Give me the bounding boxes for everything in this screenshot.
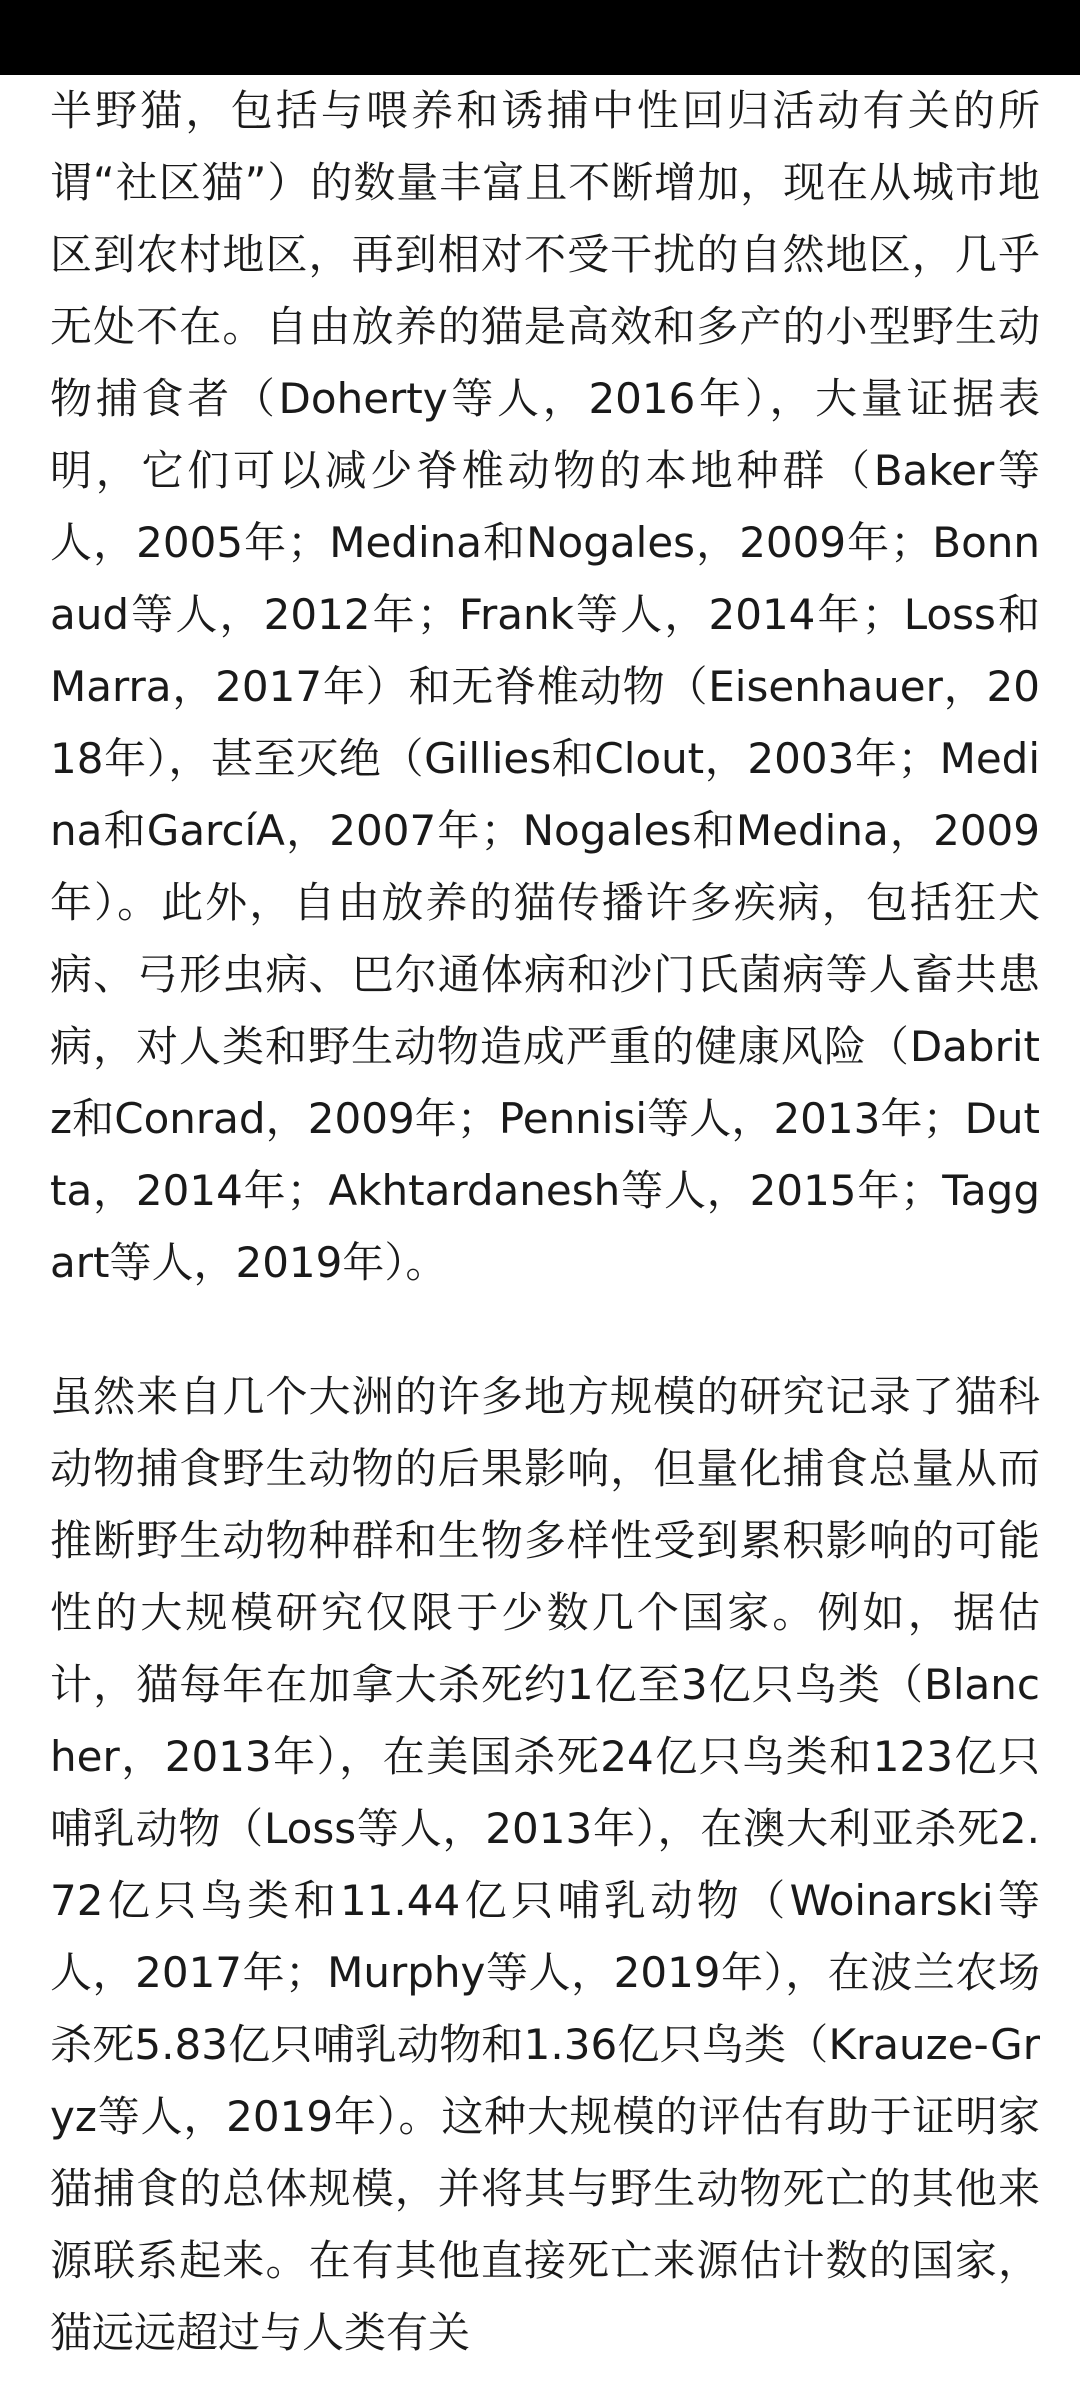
paragraph-spacer	[50, 1299, 1040, 1361]
article-body	[50, 75, 1040, 2369]
status-bar	[0, 0, 1080, 75]
paragraph-2: 虽然来自几个大洲的许多地方规模的研究记录了猫科动物捕食野生动物的后果影响，但量化捕食总量从而推断野生动物种群和生物多样性受到累积影响的可能性的大规模研究仅限于少数几个国家。例如，据估计，猫每年在加拿大杀死约1亿至3亿只鸟类（Blancher，2013年），在美国杀死24亿只鸟类和123亿只哺乳动物（Loss等人，2013年），在澳大利亚杀死2.72亿只鸟类和11.44亿只哺乳动物（Woinarski等人，2017年；Murphy等人，2019年），在波兰农场杀死5.83亿只哺乳动物和1.36亿只鸟类（Krauze-Gryz等人，2019年）。这种大规模的评估有助于证明家猫捕食的总体规模，并将其与野生动物死亡的其他来源联系起来。在有其他直接死亡来源估计数的国家，猫远远超过与人类有关	[50, 1372, 1040, 2357]
paragraph-1: 半野猫，包括与喂养和诱捕中性回归活动有关的所谓“社区猫”）的数量丰富且不断增加，现在从城市地区到农村地区，再到相对不受干扰的自然地区，几乎无处不在。自由放养的猫是高效和多产的小型野生动物捕食者（Doherty等人，2016年），大量证据表明，它们可以减少脊椎动物的本地种群（Baker等人，2005年；Medina和Nogales，2009年；Bonnaud等人，2012年；Frank等人，2014年；Loss和Marra，2017年）和无脊椎动物（Eisenhauer，2018年），甚至灭绝（Gillies和Clout，2003年；Medina和GarcíA，2007年；Nogales和Medina，2009年）。此外，自由放养的猫传播许多疾病，包括狂犬病、弓形虫病、巴尔通体病和沙门氏菌病等人畜共患病，对人类和野生动物造成严重的健康风险（Dabritz和Conrad，2009年；Pennisi等人，2013年；Dutta，2014年；Akhtardanesh等人，2015年；Taggart等人，2019年）。	[50, 86, 1040, 1287]
